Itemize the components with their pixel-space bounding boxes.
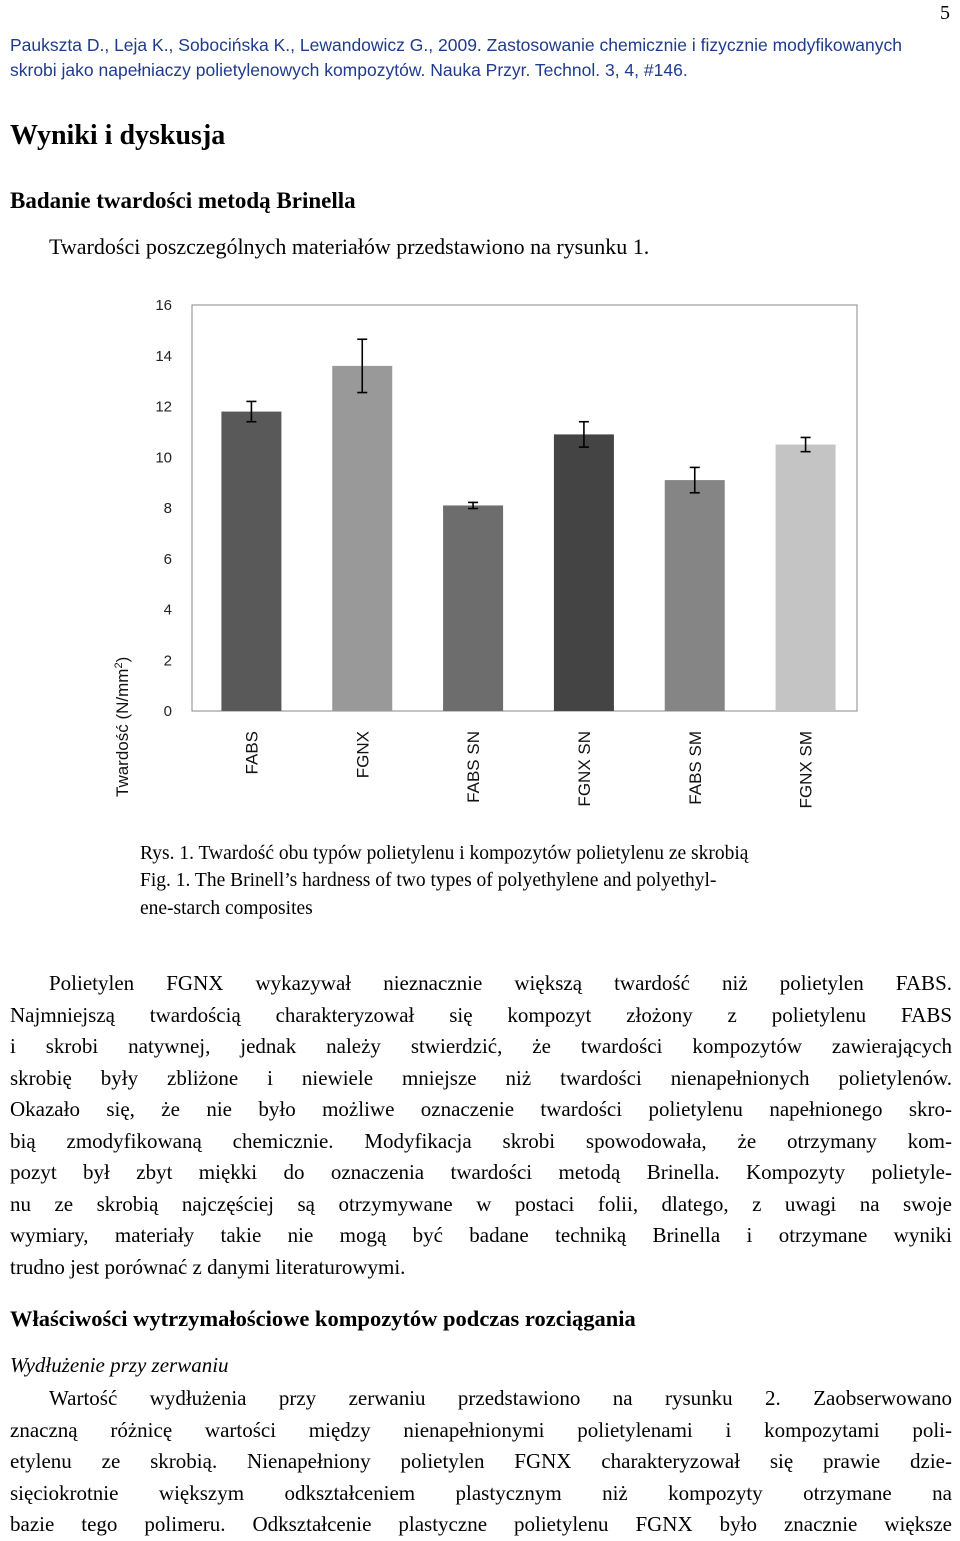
text-line: nu ze skrobią najczęściej są otrzymywane w postaci folii, dlatego, z uwagi na swoje	[10, 1191, 952, 1216]
intro-paragraph: Twardości poszczególnych materiałów przedstawiono na rysunku 1.	[49, 234, 650, 259]
y-tick-label: 0	[163, 703, 172, 720]
x-category-label: FGNX SM	[796, 731, 816, 809]
y-tick-label: 4	[163, 601, 172, 619]
subsection-title: Badanie twardości metodą Brinella	[10, 188, 356, 213]
text-line: sięciokrotnie większym odkształceniem plastycznym niż kompozyty otrzymane na	[10, 1480, 952, 1505]
text-line: Najmniejszą twardością charakteryzował się kompozyt złożony z polietylenu FABS	[10, 1002, 952, 1027]
citation-header	[10, 33, 955, 83]
hardness-bar-chart	[0, 290, 960, 830]
text-line: znaczną różnicę wartości między nienapełnionymi polietylenami i kompozytami poli-	[10, 1417, 952, 1442]
bar-fgnx-sm	[776, 445, 836, 711]
y-tick-label: 16	[155, 297, 172, 314]
y-tick-label: 14	[155, 347, 172, 365]
elongation-paragraph	[10, 1383, 952, 1541]
citation-line-2: skrobi jako napełniaczy polietylenowych kompozytów. Nauka Przyr. Technol. 3, 4, #146.	[10, 60, 688, 80]
subsection2-title: Wydłużenie przy zerwaniu	[10, 1353, 229, 1377]
figure-caption-polish: Rys. 1. Twardość obu typów polietylenu i kompozytów polietylenu ze skrobią	[140, 843, 749, 864]
y-tick-label: 12	[155, 398, 172, 416]
x-category-label: FGNX	[353, 731, 373, 779]
y-tick-label: 6	[163, 550, 172, 568]
bar-fabs-sn	[443, 505, 503, 711]
results-paragraph	[10, 968, 952, 1283]
y-tick-label: 2	[163, 652, 172, 670]
text-line: pozyt był zbyt miękki do oznaczenia twardości metodą Brinella. Kompozyty polietyle-	[10, 1160, 952, 1184]
text-line: bazie tego polimeru. Odkształcenie plastyczne polietylenu FGNX było znacznie większe	[10, 1512, 952, 1536]
text-line: wymiary, materiały takie nie mogą być badane techniką Brinella i otrzymane wyniki	[10, 1223, 952, 1247]
section-title: Wyniki i dyskusja	[10, 120, 226, 151]
bar-fgnx	[332, 366, 392, 711]
bar-fabs	[221, 412, 281, 711]
figure-caption-english-line-2: ene-starch composites	[140, 898, 313, 919]
text-line: i skrobi natywnej, jednak należy stwierdzić, że twardości kompozytów zawierających	[10, 1034, 952, 1058]
y-tick-label: 8	[163, 500, 172, 517]
y-axis-label-sup: 2	[113, 662, 125, 669]
text-line: etylenu ze skrobią. Nienapełniony polietylen FGNX charakteryzował się prawie dzie-	[10, 1449, 952, 1473]
text-line: Okazało się, że nie było możliwe oznaczenie twardości polietylenu napełnionego skro-	[10, 1097, 952, 1121]
bar-fabs-sm	[665, 480, 725, 711]
x-category-label: FABS SM	[685, 731, 705, 805]
y-axis-label	[113, 657, 132, 797]
text-line: skrobię były zbliżone i niewiele mniejsze niż twardości nienapełnionych polietylenów.	[10, 1065, 952, 1090]
y-axis-label-main: Twardość (N/mm	[113, 668, 132, 797]
figure-caption-english	[140, 867, 870, 923]
citation-line-1: Pauksztа D., Leja K., Sobocińska K., Lewandowicz G., 2009. Zastosowanie chemicznie i fizycznie modyfikowanych	[10, 35, 902, 55]
figure-caption-english-line-1: Fig. 1. The Brinell’s hardness of two types of polyethylene and polyethyl-	[140, 870, 717, 891]
text-line: trudno jest porównać z danymi literaturowymi.	[10, 1254, 406, 1279]
text-line: Polietylen FGNX wykazywał nieznacznie większą twardość niż polietylen FABS.	[49, 971, 952, 995]
bar-fgnx-sn	[554, 434, 614, 711]
y-tick-label: 10	[155, 449, 172, 467]
plot-area-frame	[192, 305, 857, 711]
text-line: bią zmodyfikowaną chemicznie. Modyfikacja skrobi spowodowała, że otrzymany kom-	[10, 1128, 952, 1153]
page-number: 5	[940, 2, 950, 24]
x-category-label: FABS SN	[464, 731, 484, 803]
y-axis-label-end: )	[113, 656, 132, 663]
section2-title: Właściwości wytrzymałościowe kompozytów podczas rozciągania	[10, 1306, 636, 1331]
x-category-label: FABS	[242, 731, 262, 775]
x-category-label: FGNX SN	[574, 731, 594, 807]
text-line: Wartość wydłużenia przy zerwaniu przedstawiono na rysunku 2. Zaobserwowano	[49, 1386, 952, 1410]
